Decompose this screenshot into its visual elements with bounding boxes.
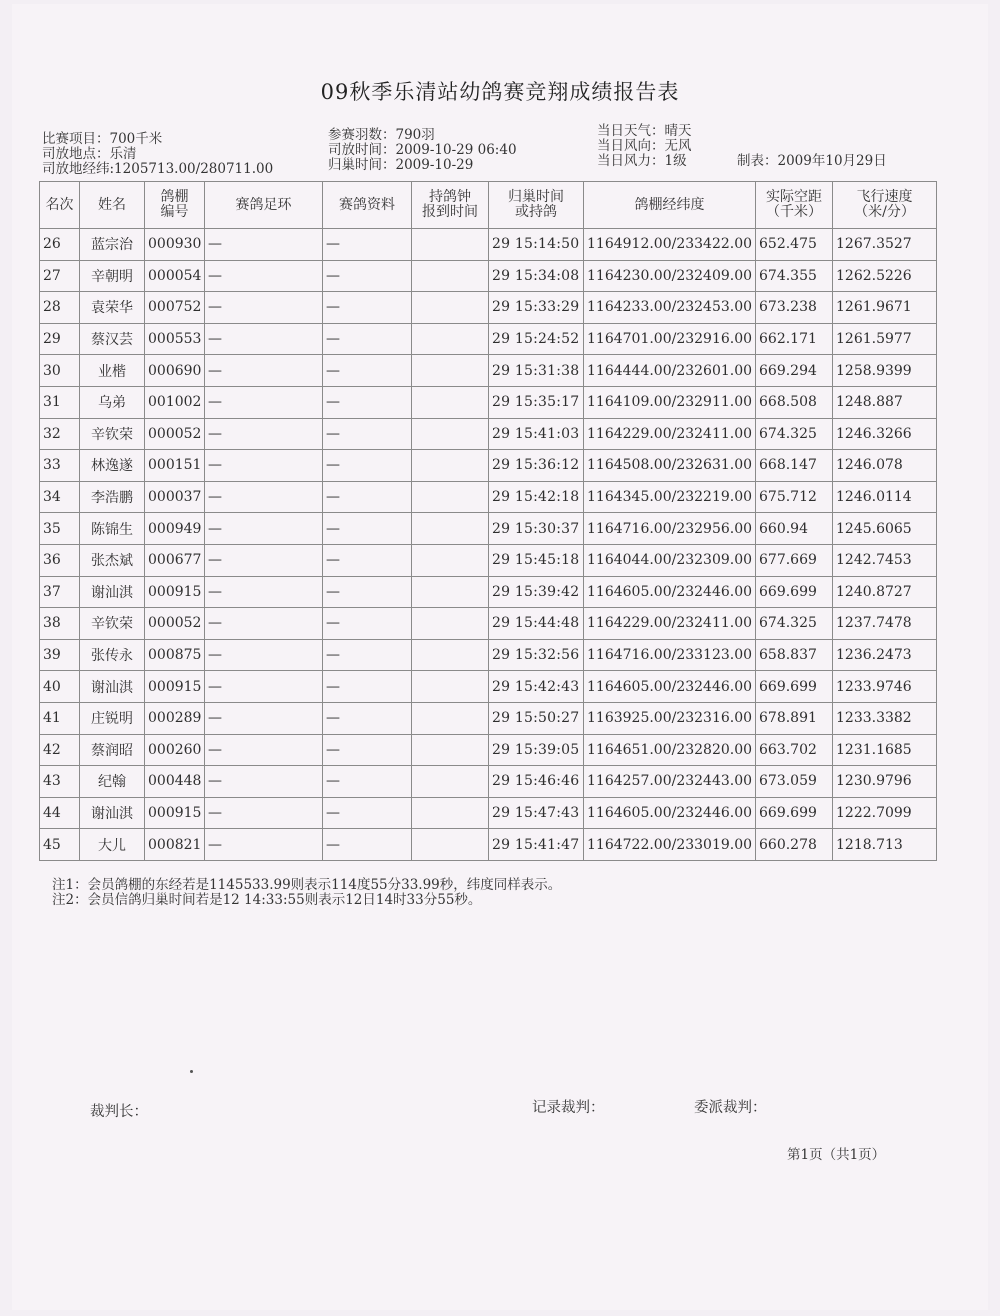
header-distance: 实际空距 （千米）	[756, 182, 833, 229]
cell-clock-time	[412, 481, 489, 513]
cell-name: 辛朝明	[80, 260, 145, 292]
cell-loft-no: 000915	[145, 797, 205, 829]
meta-release-coords: 司放地经纬:1205713.00/280711.00	[42, 161, 274, 177]
cell-name: 林逸遂	[80, 450, 145, 482]
cell-distance: 674.325	[756, 418, 833, 450]
meta-event: 比赛项目：700千米	[42, 131, 163, 147]
cell-name: 李浩鹏	[80, 481, 145, 513]
note-1: 注1：会员鸽棚的东经若是1145533.99则表示114度55分33.99秒，纬度同样表示。	[52, 877, 562, 893]
cell-ring: —	[205, 797, 323, 829]
cell-rank: 34	[40, 481, 80, 513]
cell-coords: 1164044.00/232309.00	[584, 544, 756, 576]
cell-loft-no: 000821	[145, 829, 205, 861]
cell-coords: 1164229.00/232411.00	[584, 418, 756, 450]
cell-loft-no: 000677	[145, 544, 205, 576]
cell-ring: —	[205, 481, 323, 513]
cell-loft-no: 000037	[145, 481, 205, 513]
cell-ring: —	[205, 229, 323, 261]
table-row	[40, 355, 937, 387]
cell-info: —	[323, 766, 412, 798]
report-title: 09秋季乐清站幼鸽赛竞翔成绩报告表	[320, 80, 680, 104]
recorder-judge-label: 记录裁判：	[532, 1100, 605, 1116]
cell-speed: 1218.713	[833, 829, 937, 861]
cell-speed: 1233.9746	[833, 671, 937, 703]
cell-ring: —	[205, 418, 323, 450]
cell-rank: 40	[40, 671, 80, 703]
cell-info: —	[323, 450, 412, 482]
cell-coords: 1164345.00/232219.00	[584, 481, 756, 513]
note-2: 注2：会员信鸽归巢时间若是12 14:33:55则表示12日14时33分55秒。	[52, 892, 482, 908]
cell-return-time: 29 15:33:29	[489, 292, 584, 324]
cell-info: —	[323, 797, 412, 829]
cell-name: 谢汕淇	[80, 797, 145, 829]
table-row	[40, 608, 937, 640]
table-row	[40, 418, 937, 450]
cell-ring: —	[205, 576, 323, 608]
cell-loft-no: 000054	[145, 260, 205, 292]
cell-loft-no: 000052	[145, 418, 205, 450]
cell-clock-time	[412, 323, 489, 355]
results-body	[40, 229, 937, 861]
cell-coords: 1164230.00/232409.00	[584, 260, 756, 292]
cell-return-time: 29 15:31:38	[489, 355, 584, 387]
cell-return-time: 29 15:14:50	[489, 229, 584, 261]
cell-return-time: 29 15:42:18	[489, 481, 584, 513]
cell-name: 张杰斌	[80, 544, 145, 576]
cell-info: —	[323, 608, 412, 640]
cell-name: 蔡润昭	[80, 734, 145, 766]
header-return-time: 归巢时间 或持鸽	[489, 182, 584, 229]
cell-clock-time	[412, 386, 489, 418]
cell-coords: 1164716.00/233123.00	[584, 639, 756, 671]
table-row	[40, 702, 937, 734]
cell-speed: 1262.5226	[833, 260, 937, 292]
cell-clock-time	[412, 608, 489, 640]
cell-coords: 1164109.00/232911.00	[584, 386, 756, 418]
meta-wind-direction: 当日风向：无风	[597, 138, 692, 154]
cell-rank: 27	[40, 260, 80, 292]
cell-speed: 1246.0114	[833, 481, 937, 513]
cell-clock-time	[412, 513, 489, 545]
meta-prepared: 制表：2009年10月29日	[737, 153, 887, 169]
cell-name: 辛钦荣	[80, 608, 145, 640]
cell-distance: 663.702	[756, 734, 833, 766]
cell-loft-no: 000930	[145, 229, 205, 261]
cell-loft-no: 000949	[145, 513, 205, 545]
cell-return-time: 29 15:24:52	[489, 323, 584, 355]
cell-return-time: 29 15:41:47	[489, 829, 584, 861]
cell-ring: —	[205, 544, 323, 576]
cell-info: —	[323, 481, 412, 513]
cell-distance: 669.699	[756, 576, 833, 608]
header-coords: 鸽棚经纬度	[584, 182, 756, 229]
cell-return-time: 29 15:32:56	[489, 639, 584, 671]
meta-entries: 参赛羽数：790羽	[328, 127, 435, 143]
cell-coords: 1164233.00/232453.00	[584, 292, 756, 324]
cell-distance: 668.147	[756, 450, 833, 482]
cell-speed: 1236.2473	[833, 639, 937, 671]
cell-rank: 26	[40, 229, 80, 261]
table-row	[40, 766, 937, 798]
cell-distance: 674.355	[756, 260, 833, 292]
cell-rank: 45	[40, 829, 80, 861]
header-info: 赛鸽资料	[323, 182, 412, 229]
cell-loft-no: 000752	[145, 292, 205, 324]
cell-info: —	[323, 544, 412, 576]
meta-release-place: 司放地点：乐清	[42, 146, 137, 162]
page-number: 第1页（共1页）	[787, 1147, 886, 1163]
cell-info: —	[323, 513, 412, 545]
cell-return-time: 29 15:41:03	[489, 418, 584, 450]
table-row	[40, 734, 937, 766]
cell-distance: 673.238	[756, 292, 833, 324]
cell-name: 蔡汉芸	[80, 323, 145, 355]
results-table	[39, 181, 937, 861]
cell-name: 张传永	[80, 639, 145, 671]
cell-clock-time	[412, 766, 489, 798]
header-name: 姓名	[80, 182, 145, 229]
cell-speed: 1245.6065	[833, 513, 937, 545]
cell-ring: —	[205, 260, 323, 292]
cell-clock-time	[412, 450, 489, 482]
cell-rank: 32	[40, 418, 80, 450]
table-row	[40, 450, 937, 482]
header-loft-no: 鸽棚 编号	[145, 182, 205, 229]
meta-wind-force: 当日风力：1级	[597, 153, 687, 169]
chief-judge-label: 裁判长：	[90, 1104, 148, 1120]
header-speed: 飞行速度 （米/分）	[833, 182, 937, 229]
cell-coords: 1164701.00/232916.00	[584, 323, 756, 355]
meta-block-weather	[597, 124, 692, 169]
table-row	[40, 260, 937, 292]
cell-name: 谢汕淇	[80, 671, 145, 703]
cell-clock-time	[412, 229, 489, 261]
cell-loft-no: 000448	[145, 766, 205, 798]
cell-return-time: 29 15:36:12	[489, 450, 584, 482]
cell-coords: 1164444.00/232601.00	[584, 355, 756, 387]
cell-rank: 42	[40, 734, 80, 766]
cell-ring: —	[205, 734, 323, 766]
cell-name: 辛钦荣	[80, 418, 145, 450]
cell-speed: 1222.7099	[833, 797, 937, 829]
cell-clock-time	[412, 639, 489, 671]
cell-rank: 44	[40, 797, 80, 829]
cell-rank: 35	[40, 513, 80, 545]
cell-speed: 1237.7478	[833, 608, 937, 640]
cell-info: —	[323, 576, 412, 608]
cell-name: 庄锐明	[80, 702, 145, 734]
cell-speed: 1267.3527	[833, 229, 937, 261]
header-rank: 名次	[40, 182, 80, 229]
cell-info: —	[323, 671, 412, 703]
cell-coords: 1164651.00/232820.00	[584, 734, 756, 766]
cell-return-time: 29 15:50:27	[489, 702, 584, 734]
header-ring: 赛鸽足环	[205, 182, 323, 229]
cell-name: 乌弟	[80, 386, 145, 418]
cell-rank: 36	[40, 544, 80, 576]
table-row	[40, 513, 937, 545]
cell-info: —	[323, 639, 412, 671]
cell-info: —	[323, 734, 412, 766]
cell-coords: 1164605.00/232446.00	[584, 671, 756, 703]
cell-speed: 1240.8727	[833, 576, 937, 608]
cell-info: —	[323, 292, 412, 324]
cell-return-time: 29 15:35:17	[489, 386, 584, 418]
cell-speed: 1261.9671	[833, 292, 937, 324]
cell-distance: 658.837	[756, 639, 833, 671]
cell-speed: 1248.887	[833, 386, 937, 418]
cell-name: 纪翰	[80, 766, 145, 798]
cell-distance: 660.278	[756, 829, 833, 861]
cell-info: —	[323, 229, 412, 261]
table-row	[40, 671, 937, 703]
table-row	[40, 229, 937, 261]
cell-distance: 662.171	[756, 323, 833, 355]
meta-block-time	[328, 128, 517, 173]
cell-speed: 1233.3382	[833, 702, 937, 734]
cell-coords: 1164257.00/232443.00	[584, 766, 756, 798]
cell-coords: 1164722.00/233019.00	[584, 829, 756, 861]
cell-info: —	[323, 260, 412, 292]
cell-clock-time	[412, 418, 489, 450]
table-row	[40, 829, 937, 861]
cell-distance: 669.699	[756, 671, 833, 703]
cell-loft-no: 000151	[145, 450, 205, 482]
cell-name: 陈锦生	[80, 513, 145, 545]
cell-name: 袁荣华	[80, 292, 145, 324]
cell-name: 谢汕淇	[80, 576, 145, 608]
cell-return-time: 29 15:42:43	[489, 671, 584, 703]
cell-loft-no: 000915	[145, 671, 205, 703]
table-row	[40, 481, 937, 513]
cell-coords: 1164716.00/232956.00	[584, 513, 756, 545]
cell-name: 业楷	[80, 355, 145, 387]
cell-ring: —	[205, 608, 323, 640]
cell-name: 大儿	[80, 829, 145, 861]
cell-ring: —	[205, 323, 323, 355]
cell-ring: —	[205, 386, 323, 418]
table-row	[40, 639, 937, 671]
cell-distance: 660.94	[756, 513, 833, 545]
cell-speed: 1242.7453	[833, 544, 937, 576]
cell-distance: 677.669	[756, 544, 833, 576]
cell-distance: 678.891	[756, 702, 833, 734]
cell-return-time: 29 15:46:46	[489, 766, 584, 798]
cell-coords: 1164605.00/232446.00	[584, 797, 756, 829]
cell-info: —	[323, 702, 412, 734]
cell-speed: 1261.5977	[833, 323, 937, 355]
cell-ring: —	[205, 292, 323, 324]
appointed-judge-label: 委派裁判：	[694, 1100, 767, 1116]
cell-loft-no: 000875	[145, 639, 205, 671]
cell-ring: —	[205, 702, 323, 734]
report-page	[12, 4, 988, 1310]
meta-release-time: 司放时间：2009-10-29 06:40	[328, 142, 517, 158]
cell-return-time: 29 15:45:18	[489, 544, 584, 576]
cell-distance: 652.475	[756, 229, 833, 261]
cell-rank: 30	[40, 355, 80, 387]
cell-rank: 29	[40, 323, 80, 355]
table-row	[40, 544, 937, 576]
cell-rank: 28	[40, 292, 80, 324]
cell-loft-no: 000289	[145, 702, 205, 734]
cell-loft-no: 000553	[145, 323, 205, 355]
cell-return-time: 29 15:34:08	[489, 260, 584, 292]
cell-speed: 1230.9796	[833, 766, 937, 798]
cell-clock-time	[412, 734, 489, 766]
cell-clock-time	[412, 292, 489, 324]
cell-ring: —	[205, 766, 323, 798]
cell-info: —	[323, 418, 412, 450]
cell-rank: 31	[40, 386, 80, 418]
cell-speed: 1231.1685	[833, 734, 937, 766]
cell-ring: —	[205, 639, 323, 671]
cell-clock-time	[412, 544, 489, 576]
cell-loft-no: 000260	[145, 734, 205, 766]
notes	[52, 878, 561, 908]
cell-rank: 38	[40, 608, 80, 640]
cell-coords: 1163925.00/232316.00	[584, 702, 756, 734]
cell-rank: 43	[40, 766, 80, 798]
cell-ring: —	[205, 513, 323, 545]
cell-return-time: 29 15:30:37	[489, 513, 584, 545]
cell-return-time: 29 15:39:05	[489, 734, 584, 766]
cell-clock-time	[412, 797, 489, 829]
cell-return-time: 29 15:44:48	[489, 608, 584, 640]
cell-clock-time	[412, 702, 489, 734]
cell-return-time: 29 15:39:42	[489, 576, 584, 608]
scan-speck	[190, 1070, 193, 1073]
cell-ring: —	[205, 355, 323, 387]
table-row	[40, 386, 937, 418]
cell-return-time: 29 15:47:43	[489, 797, 584, 829]
cell-ring: —	[205, 671, 323, 703]
meta-block-event	[42, 132, 273, 177]
cell-speed: 1258.9399	[833, 355, 937, 387]
cell-clock-time	[412, 260, 489, 292]
cell-loft-no: 000690	[145, 355, 205, 387]
cell-distance: 669.294	[756, 355, 833, 387]
table-row	[40, 576, 937, 608]
meta-return-time: 归巢时间：2009-10-29	[328, 157, 474, 173]
table-row	[40, 797, 937, 829]
cell-speed: 1246.3266	[833, 418, 937, 450]
meta-weather: 当日天气：晴天	[597, 123, 692, 139]
cell-distance: 673.059	[756, 766, 833, 798]
cell-ring: —	[205, 829, 323, 861]
table-row	[40, 292, 937, 324]
cell-coords: 1164508.00/232631.00	[584, 450, 756, 482]
cell-speed: 1246.078	[833, 450, 937, 482]
cell-clock-time	[412, 576, 489, 608]
cell-clock-time	[412, 671, 489, 703]
cell-info: —	[323, 386, 412, 418]
cell-distance: 674.325	[756, 608, 833, 640]
cell-rank: 37	[40, 576, 80, 608]
cell-distance: 669.699	[756, 797, 833, 829]
cell-loft-no: 000915	[145, 576, 205, 608]
cell-info: —	[323, 355, 412, 387]
cell-loft-no: 001002	[145, 386, 205, 418]
cell-distance: 675.712	[756, 481, 833, 513]
table-row	[40, 323, 937, 355]
cell-name: 蓝宗治	[80, 229, 145, 261]
cell-distance: 668.508	[756, 386, 833, 418]
table-header-row	[40, 182, 937, 229]
cell-coords: 1164912.00/233422.00	[584, 229, 756, 261]
cell-info: —	[323, 323, 412, 355]
cell-rank: 39	[40, 639, 80, 671]
cell-clock-time	[412, 355, 489, 387]
cell-rank: 33	[40, 450, 80, 482]
header-clock-time: 持鸽钟 报到时间	[412, 182, 489, 229]
cell-rank: 41	[40, 702, 80, 734]
cell-ring: —	[205, 450, 323, 482]
cell-info: —	[323, 829, 412, 861]
cell-loft-no: 000052	[145, 608, 205, 640]
cell-clock-time	[412, 829, 489, 861]
cell-coords: 1164605.00/232446.00	[584, 576, 756, 608]
cell-coords: 1164229.00/232411.00	[584, 608, 756, 640]
